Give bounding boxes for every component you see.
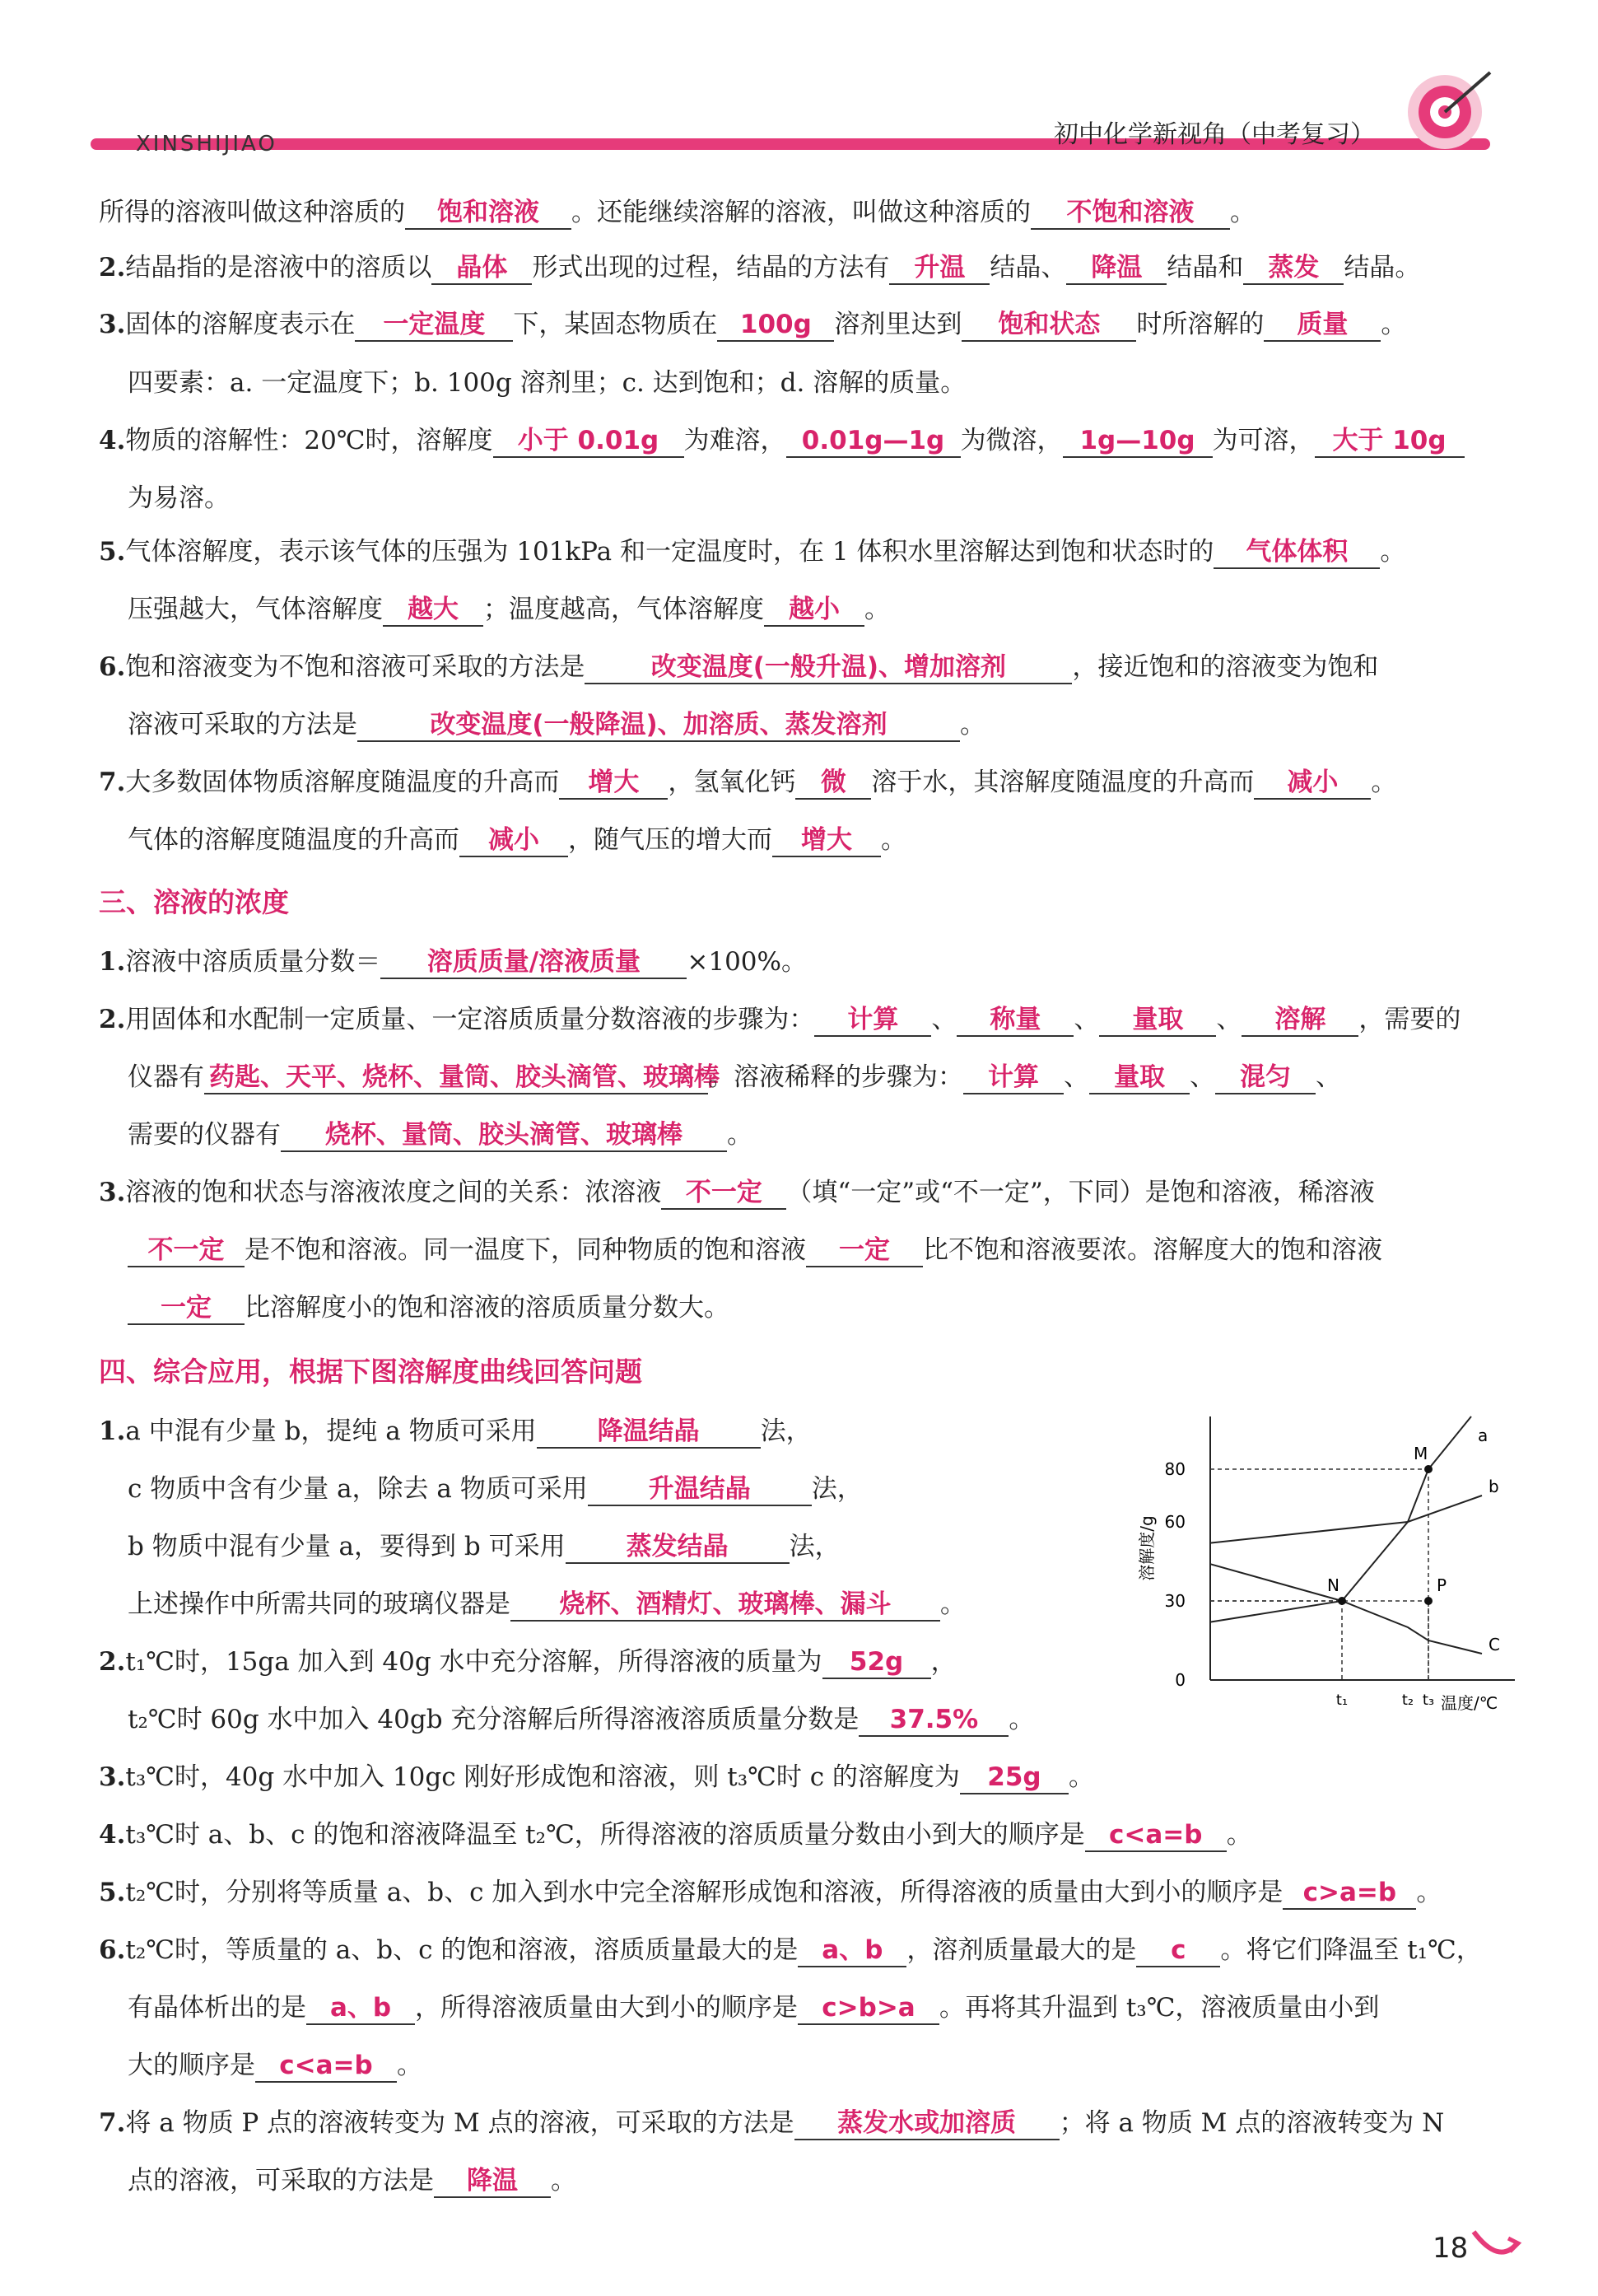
s3-question-3: 3.溶液的饱和状态与溶液浓度之间的关系：浓溶液 不一定 （填“一定”或“不一定”，下同）是饱和溶液，稀溶液 bbox=[99, 1176, 1375, 1210]
answer-blank[interactable]: 烧杯、酒精灯、玻璃棒、漏斗 bbox=[510, 1590, 940, 1622]
header-title: 初中化学新视角（中考复习） bbox=[1054, 120, 1375, 149]
section-title-application: 四、综合应用，根据下图溶解度曲线回答问题 bbox=[99, 1356, 642, 1388]
answer-blank[interactable]: 100g bbox=[717, 310, 834, 342]
series-label-b: b bbox=[1489, 1477, 1499, 1496]
answer-blank[interactable]: 降温 bbox=[1066, 254, 1167, 285]
s4-question-6: 6.t₂℃时，等质量的 a、b、c 的饱和溶液，溶质质量最大的是 a、b ，溶剂质量最大的是 c 。将它们降温至 t₁℃， bbox=[99, 1934, 1482, 1967]
answer-blank[interactable]: 称量 bbox=[957, 1006, 1074, 1037]
answer-blank[interactable]: 52g bbox=[822, 1648, 931, 1679]
answer-blank[interactable]: a、b bbox=[798, 1936, 906, 1967]
answer-blank[interactable]: 饱和溶液 bbox=[405, 198, 571, 230]
answer-blank[interactable]: 混匀 bbox=[1215, 1063, 1316, 1094]
x-tick-label: t₁ bbox=[1335, 1692, 1349, 1709]
x-axis-label: 温度/℃ bbox=[1441, 1693, 1498, 1713]
y-tick-label: 80 bbox=[1164, 1459, 1186, 1479]
s4-question-3: 3.t₃℃时，40g 水中加入 10gc 刚好形成饱和溶液，则 t₃℃时 c 的溶解度为 25g 。 bbox=[99, 1761, 1094, 1794]
s4-question-1: 1.a 中混有少量 b，提纯 a 物质可采用 降温结晶 法， bbox=[99, 1415, 812, 1449]
answer-blank[interactable]: 越大 bbox=[383, 595, 483, 627]
target-logo-icon bbox=[1400, 64, 1498, 155]
header-brand: XINSHIJIAO bbox=[136, 132, 277, 156]
page-number: 18 bbox=[1433, 2232, 1469, 2265]
point-M bbox=[1424, 1465, 1433, 1473]
answer-blank[interactable]: 小于 0.01g bbox=[493, 427, 684, 458]
answer-blank[interactable]: 大于 10g bbox=[1315, 427, 1465, 458]
question-3-solubility: 3.固体的溶解度表示在 一定温度 下，某固态物质在 100g 溶剂里达到 饱和状态 时所溶解的 质量 。 bbox=[99, 308, 1406, 342]
answer-blank[interactable]: 0.01g—1g bbox=[786, 427, 961, 458]
s4-question-1-instruments: 上述操作中所需共同的玻璃仪器是 烧杯、酒精灯、玻璃棒、漏斗 。 bbox=[128, 1588, 966, 1622]
answer-blank[interactable]: 一定温度 bbox=[355, 310, 513, 342]
question-7-temperature: 7.大多数固体物质溶解度随温度的升高而 增大 ，氢氧化钙 微 溶于水，其溶解度随温度的升高而 减小 。 bbox=[99, 766, 1396, 800]
answer-blank[interactable]: 减小 bbox=[1254, 768, 1371, 800]
answer-blank[interactable]: 增大 bbox=[772, 826, 881, 857]
answer-blank[interactable]: 晶体 bbox=[431, 254, 532, 285]
y-tick-label: 60 bbox=[1164, 1512, 1186, 1532]
s4-question-6-line2: 有晶体析出的是 a、b ，所得溶液质量由大到小的顺序是 c>b>a 。再将其升温到 t₃℃，溶液质量由小到 bbox=[128, 1991, 1379, 2025]
arrow-decoration-icon bbox=[1465, 2224, 1523, 2265]
s4-question-5: 5.t₂℃时，分别将等质量 a、b、c 加入到水中完全溶解形成饱和溶液，所得溶液的质量由大到小的顺序是 c>a=b 。 bbox=[99, 1876, 1442, 1910]
s3-question-1: 1.溶液中溶质质量分数＝ 溶质质量/溶液质量 ×100%。 bbox=[99, 945, 807, 979]
section-title-concentration: 三、溶液的浓度 bbox=[99, 886, 289, 918]
x-tick-label: t₃ bbox=[1422, 1692, 1435, 1709]
four-elements: 四要素：a. 一定温度下；b. 100g 溶剂里；c. 达到饱和；d. 溶解的质量。 bbox=[128, 368, 967, 398]
answer-blank[interactable]: 溶解 bbox=[1242, 1006, 1358, 1037]
answer-blank[interactable]: c<a=b bbox=[255, 2051, 397, 2083]
conversion-line-2: 溶液可采取的方法是 改变温度(一般降温)、加溶质、蒸发溶剂 。 bbox=[128, 708, 985, 742]
answer-blank[interactable]: 计算 bbox=[814, 1006, 931, 1037]
s4-question-7: 7.将 a 物质 P 点的溶液转变为 M 点的溶液，可采取的方法是 蒸发水或加溶质 ；将 a 物质 M 点的溶液转变为 N bbox=[99, 2107, 1444, 2140]
s4-question-6-line3: 大的顺序是 c<a=b 。 bbox=[128, 2049, 422, 2083]
answer-blank[interactable]: c>b>a bbox=[798, 1994, 939, 2025]
answer-blank[interactable]: 药匙、天平、烧杯、量筒、胶头滴管、玻璃棒 bbox=[204, 1063, 708, 1094]
answer-blank[interactable]: 减小 bbox=[459, 826, 568, 857]
answer-blank[interactable]: 一定 bbox=[806, 1236, 923, 1267]
question-4-solubility-class: 4.物质的溶解性：20℃时，溶解度 小于 0.01g 为难溶， 0.01g—1g 为微溶， 1g—10g 为可溶， 大于 10g bbox=[99, 424, 1465, 458]
answer-blank[interactable]: 量取 bbox=[1089, 1063, 1190, 1094]
point-label-N: N bbox=[1327, 1575, 1339, 1595]
answer-blank[interactable]: c>a=b bbox=[1283, 1878, 1416, 1910]
question-6-conversion: 6.饱和溶液变为不饱和溶液可采取的方法是 改变温度(一般升温)、增加溶剂 ，接近饱和的溶液变为饱和 bbox=[99, 651, 1378, 684]
answer-blank[interactable]: 烧杯、量筒、胶头滴管、玻璃棒 bbox=[281, 1121, 727, 1152]
point-P bbox=[1424, 1597, 1433, 1605]
answer-blank[interactable]: a、b bbox=[306, 1994, 415, 2025]
y-axis-label: 溶解度/g bbox=[1137, 1515, 1157, 1581]
s4-question-7-line2: 点的溶液，可采取的方法是 降温 。 bbox=[128, 2164, 576, 2198]
answer-blank[interactable]: 25g bbox=[960, 1763, 1069, 1794]
answer-blank[interactable]: 蒸发 bbox=[1243, 254, 1344, 285]
s3-question-2: 2.用固体和水配制一定质量、一定溶质质量分数溶液的步骤为： 计算 、 称量 、 量取 、 溶解 ，需要的 bbox=[99, 1003, 1461, 1037]
point-N bbox=[1338, 1597, 1346, 1605]
series-label-a: a bbox=[1478, 1426, 1489, 1445]
answer-blank[interactable]: c<a=b bbox=[1085, 1821, 1227, 1852]
answer-blank[interactable]: 饱和状态 bbox=[962, 310, 1136, 342]
x-tick-label: t₂ bbox=[1401, 1692, 1414, 1709]
answer-blank[interactable]: 升温结晶 bbox=[588, 1475, 812, 1506]
series-label-C: C bbox=[1489, 1635, 1500, 1654]
answer-blank[interactable]: 1g—10g bbox=[1063, 427, 1213, 458]
answer-blank[interactable]: 不一定 bbox=[661, 1178, 786, 1210]
s3-question-2-instruments: 仪器有 药匙、天平、烧杯、量筒、胶头滴管、玻璃棒。溶液稀释的步骤为： 计算 、 量取 、 混匀 、 bbox=[128, 1061, 1341, 1094]
answer-blank[interactable]: 微 bbox=[795, 768, 871, 800]
line-saturated-def: 所得的溶液叫做这种溶质的 饱和溶液 。还能继续溶解的溶液，叫做这种溶质的 不饱和溶液 。 bbox=[99, 196, 1256, 230]
gas-pressure-line: 压强越大，气体溶解度 越大 ；温度越高，气体溶解度 越小 。 bbox=[128, 593, 890, 627]
s4-question-4: 4.t₃℃时 a、b、c 的饱和溶液降温至 t₂℃，所得溶液的溶质质量分数由小到大的顺序是 c<a=b 。 bbox=[99, 1818, 1252, 1852]
answer-blank[interactable]: c bbox=[1136, 1936, 1220, 1967]
series-line-b bbox=[1210, 1496, 1482, 1543]
answer-blank[interactable]: 量取 bbox=[1099, 1006, 1216, 1037]
answer-blank[interactable]: 不一定 bbox=[128, 1236, 245, 1267]
answer-blank[interactable]: 不饱和溶液 bbox=[1031, 198, 1230, 230]
answer-blank[interactable]: 气体体积 bbox=[1214, 538, 1380, 569]
y-tick-label: 30 bbox=[1164, 1591, 1186, 1611]
s4-question-1-c: c 物质中含有少量 a，除去 a 物质可采用 升温结晶 法， bbox=[128, 1472, 863, 1506]
s4-question-2: 2.t₁℃时，15ga 加入到 40g 水中充分溶解，所得溶液的质量为 52g ， bbox=[99, 1645, 957, 1679]
s3-question-3-line2: 不一定 是不饱和溶液。同一温度下，同种物质的饱和溶液 一定 比不饱和溶液要浓。溶解度大的饱和溶液 bbox=[128, 1234, 1382, 1267]
s3-question-2-dilution-instruments: 需要的仪器有 烧杯、量筒、胶头滴管、玻璃棒 。 bbox=[128, 1118, 752, 1152]
answer-blank[interactable]: 降温 bbox=[434, 2167, 551, 2198]
s3-question-3-line3: 一定 比溶解度小的饱和溶液的溶质质量分数大。 bbox=[128, 1291, 729, 1325]
series-line-a bbox=[1210, 1416, 1471, 1622]
point-label-M: M bbox=[1414, 1444, 1428, 1463]
question-5-gas-solubility: 5.气体溶解度，表示该气体的压强为 101kPa 和一定温度时，在 1 体积水里溶解达到饱和状态时的 气体体积 。 bbox=[99, 535, 1405, 569]
answer-blank[interactable]: 质量 bbox=[1264, 310, 1381, 342]
answer-blank[interactable]: 降温结晶 bbox=[537, 1417, 761, 1449]
answer-blank[interactable]: 升温 bbox=[889, 254, 990, 285]
answer-blank[interactable]: 37.5% bbox=[859, 1706, 1009, 1737]
solubility-chart bbox=[1136, 1400, 1523, 1729]
s4-question-2-b: t₂℃时 60g 水中加入 40gb 充分溶解后所得溶液溶质质量分数是 37.5% 。 bbox=[128, 1703, 1034, 1737]
answer-blank[interactable]: 溶质质量/溶液质量 bbox=[380, 948, 687, 979]
answer-blank[interactable]: 越小 bbox=[764, 595, 864, 627]
answer-blank[interactable]: 计算 bbox=[963, 1063, 1064, 1094]
answer-blank[interactable]: 增大 bbox=[559, 768, 668, 800]
answer-blank[interactable]: 改变温度(一般升温)、增加溶剂 bbox=[585, 653, 1072, 684]
point-label-P: P bbox=[1437, 1575, 1447, 1595]
answer-blank[interactable]: 蒸发结晶 bbox=[566, 1533, 790, 1564]
question-2-crystallization: 2.结晶指的是溶液中的溶质以 晶体 形式出现的过程，结晶的方法有 升温 结晶、 降温 结晶和 蒸发 结晶。 bbox=[99, 251, 1420, 285]
y-tick-label: 0 bbox=[1175, 1670, 1186, 1690]
gas-temp-line: 气体的溶解度随温度的升高而 减小 ，随气压的增大而 增大 。 bbox=[128, 824, 906, 857]
answer-blank[interactable]: 一定 bbox=[128, 1294, 245, 1325]
answer-blank[interactable]: 蒸发水或加溶质 bbox=[794, 2109, 1060, 2140]
s4-question-1-b: b 物质中混有少量 a，要得到 b 可采用 蒸发结晶 法， bbox=[128, 1530, 841, 1564]
easy-soluble: 为易溶。 bbox=[128, 483, 230, 513]
answer-blank[interactable]: 改变温度(一般降温)、加溶质、蒸发溶剂 bbox=[357, 711, 960, 742]
